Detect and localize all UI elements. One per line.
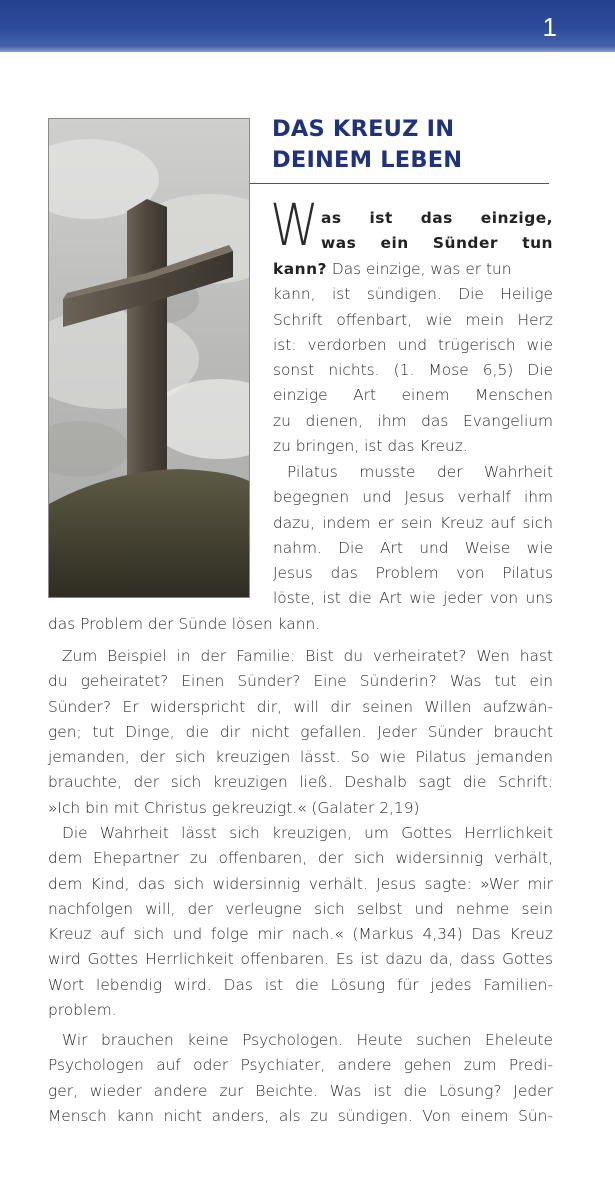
title-line-1: DAS KREUZ IN [272,116,455,142]
paragraph-5-line: Mensch kann nicht anders, als zu sündigen. Von einem Sün- [48,1106,553,1125]
paragraph-1-line: ist: verdorben und trügerisch wie [273,335,553,354]
paragraph-4-line: wird Gottes Herrlichkeit offenbaren. Es ist dazu da, dass Gottes [48,950,553,969]
paragraph-1-line: Schrift offenbart, wie mein Herz [273,310,553,329]
paragraph-2-line: löste, ist die Art wie jeder von uns [273,589,553,608]
paragraph-5-line: Psychologen auf oder Psychiater, andere gehen zum Predi- [48,1056,553,1075]
paragraph-2 [273,460,553,612]
paragraph-4-line: nachfolgen will, der verleugne sich selbst und nehme sein [48,899,553,918]
paragraph-2-line: begegnen und Jesus verhalf ihm [273,488,553,507]
paragraph-1-line: sonst nichts. (1. Mose 6,5) Die [273,361,553,380]
paragraph-4-line: Die Wahrheit lässt sich kreuzigen, um Gottes Herrlichkeit [62,824,553,842]
paragraph-5-line: Wir brauchen keine Psychologen. Heute suchen Eheleute [62,1031,553,1049]
paragraph-2-tail [48,612,553,637]
paragraph-4-line: Wort lebendig wird. Das ist die Lösung für jedes Familien- [48,975,553,994]
paragraph-3-line: Zum Beispiel in der Familie: Bist du verheiratet? Wen hast [62,647,553,665]
lead-question-end: kann? [273,260,327,278]
paragraph-3-line: jemanden, der sich kreuzigen lässt. So wie Pilatus jemanden [48,748,553,767]
page-number: 1 [542,12,557,42]
drop-cap: W [270,191,319,259]
cross-on-hill-image [49,119,249,597]
paragraph-1-line: kann, ist sündigen. Die Heilige [273,285,553,304]
paragraph-2-line: Jesus das Problem von Pilatus [273,564,553,583]
paragraph-4-line: Kreuz auf sich und folge mir nach.« (Markus 4,34) Das Kreuz [48,925,553,944]
paragraph-5 [48,1028,553,1129]
paragraph-4-line: dem Kind, das sich widersinnig verhält. Jesus sagte: »Wer mir [48,874,553,893]
paragraph-3-line: »Ich bin mit Christus gekreuzigt.« (Galater 2,19) [48,798,420,817]
lead-question-line-1: as ist das einzige, [321,209,553,227]
header-band [0,0,615,52]
paragraph-3-line: gen; tut Dinge, die dir nicht gefallen. Jeder Sünder braucht [48,722,553,741]
paragraph-4-line: problem. [48,1001,117,1020]
paragraph-1 [273,257,553,459]
paragraph-5-line: ger, wieder andere zur Beichte. Was ist die Lösung? Jeder [48,1081,553,1100]
lead-answer-start: Das einzige, was er tun [326,260,512,278]
paragraph-3-line: Sünder? Er widerspricht dir, will dir seinen Willen aufzwän- [48,697,553,716]
paragraph-1-lead [321,206,553,257]
paragraph-3-line: du geheiratet? Einen Sünder? Eine Sünderin? Was tut ein [48,672,553,691]
paragraph-1-line: zu dienen, ihm das Evangelium [273,411,553,430]
paragraph-2-line: das Problem der Sünde lösen kann. [48,615,321,633]
paragraph-1-line [273,257,553,282]
article-title [272,114,572,176]
paragraph-2-line: Pilatus musste der Wahrheit [287,463,553,481]
paragraph-1-line: zu bringen, ist das Kreuz. [273,437,468,456]
cross-photo [48,118,250,598]
paragraph-1-line: einzige Art einem Menschen [273,386,553,405]
paragraph-3 [48,644,553,821]
paragraph-4-line: dem Ehepartner zu offenbaren, der sich widersinnig verhält, [48,849,553,868]
paragraph-3-line: brauchte, der sich kreuzigen ließ. Deshalb sagt die Schrift: [48,773,553,792]
lead-question-line-2: was ein Sünder tun [321,234,553,253]
paragraph-2-line: nahm. Die Art und Weise wie [273,538,553,557]
title-divider [250,183,549,184]
paragraph-4 [48,821,553,1023]
title-line-2: DEINEM LEBEN [272,147,463,173]
paragraph-2-line: dazu, indem er sein Kreuz auf sich [273,513,553,532]
